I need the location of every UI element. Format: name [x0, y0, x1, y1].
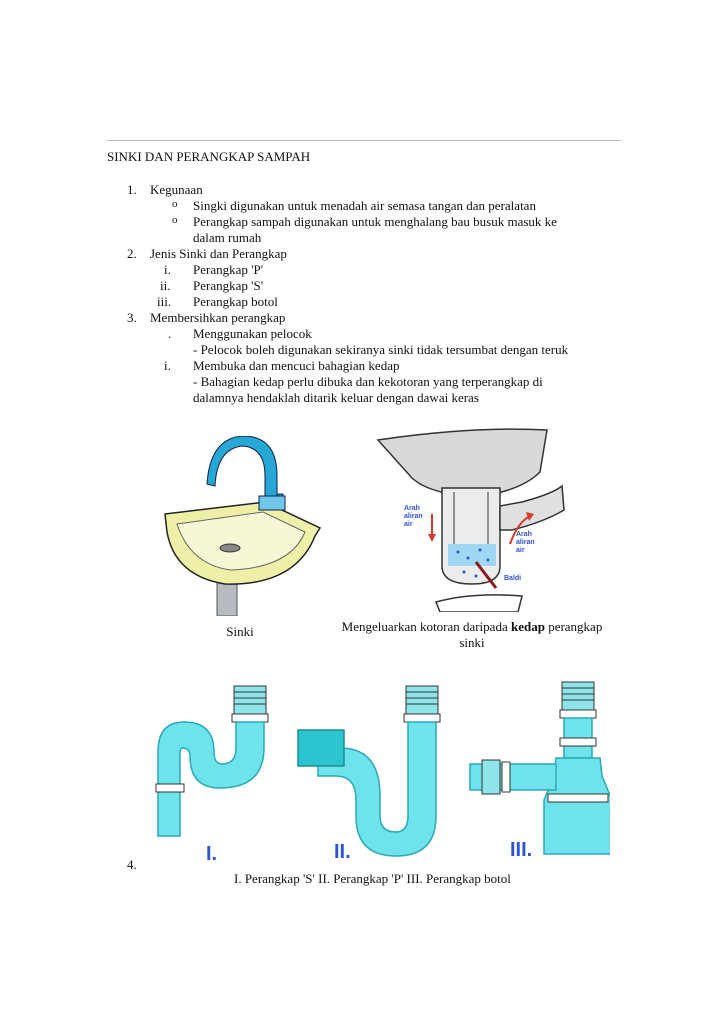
section-heading: Kegunaan: [150, 182, 203, 197]
list-marker: ii.: [160, 278, 171, 293]
trap-types-illustration: [150, 676, 610, 866]
section-heading: Jenis Sinki dan Perangkap: [150, 246, 287, 261]
flow-label: Arah: [404, 505, 420, 512]
header-rule: [107, 140, 621, 141]
flow-label: air: [516, 547, 525, 554]
section-heading: Membersihkan perangkap: [150, 310, 286, 325]
trap-label: II.: [334, 841, 351, 863]
bottle-trap-icon: [470, 682, 610, 854]
bucket-label: Baldi: [504, 575, 522, 582]
list-item: Perangkap 'P': [193, 262, 264, 277]
page-title: SINKI DAN PERANGKAP SAMPAH: [107, 149, 311, 164]
trap-caption: Mengeluarkan kotoran daripada kedap perangkap sinki: [341, 619, 603, 650]
list-item: Singki digunakan untuk menadah air semasa tangan dan peralatan: [193, 198, 536, 213]
section-number: 1.: [127, 182, 137, 197]
s-trap-icon: [156, 686, 268, 836]
list-item: Perangkap sampah digunakan untuk menghalang bau busuk masuk ke: [193, 214, 557, 229]
sink-caption: Sinki: [226, 624, 254, 639]
list-item: Perangkap botol: [193, 294, 278, 309]
flow-label: Arah: [516, 531, 532, 538]
list-item-note: - Bahagian kedap perlu dibuka dan kekotoran yang terperangkap di: [193, 374, 543, 389]
list-item-continuation: dalam rumah: [193, 230, 262, 245]
list-item: Menggunakan pelocok: [193, 326, 312, 341]
trap-types-caption: I. Perangkap 'S' II. Perangkap 'P' III. Perangkap botol: [234, 871, 511, 886]
list-marker: .: [168, 326, 172, 341]
flow-label: aliran: [404, 513, 423, 520]
trap-cleaning-illustration: [372, 426, 592, 612]
bullet-marker: o: [172, 214, 178, 226]
bullet-marker: o: [172, 198, 178, 210]
list-marker: iii.: [157, 294, 172, 309]
section-number: 2.: [127, 246, 137, 261]
flow-label: air: [404, 521, 413, 528]
list-item-note: - Pelocok boleh digunakan sekiranya sinki tidak tersumbat dengan teruk: [193, 342, 569, 357]
list-item-note: dalamnya hendaklah ditarik keluar dengan dawai keras: [193, 390, 479, 405]
flow-label: aliran: [516, 539, 535, 546]
list-marker: i.: [164, 358, 171, 373]
trap-label: I.: [206, 843, 218, 865]
list-item: Membuka dan mencuci bahagian kedap: [193, 358, 400, 373]
list-marker: i.: [164, 262, 171, 277]
list-item: Perangkap 'S': [193, 278, 264, 293]
sink-illustration: [155, 436, 325, 616]
trap-label: III.: [510, 839, 533, 861]
section-number: 4.: [127, 857, 137, 872]
section-number: 3.: [127, 310, 137, 325]
p-trap-icon: [298, 686, 440, 856]
